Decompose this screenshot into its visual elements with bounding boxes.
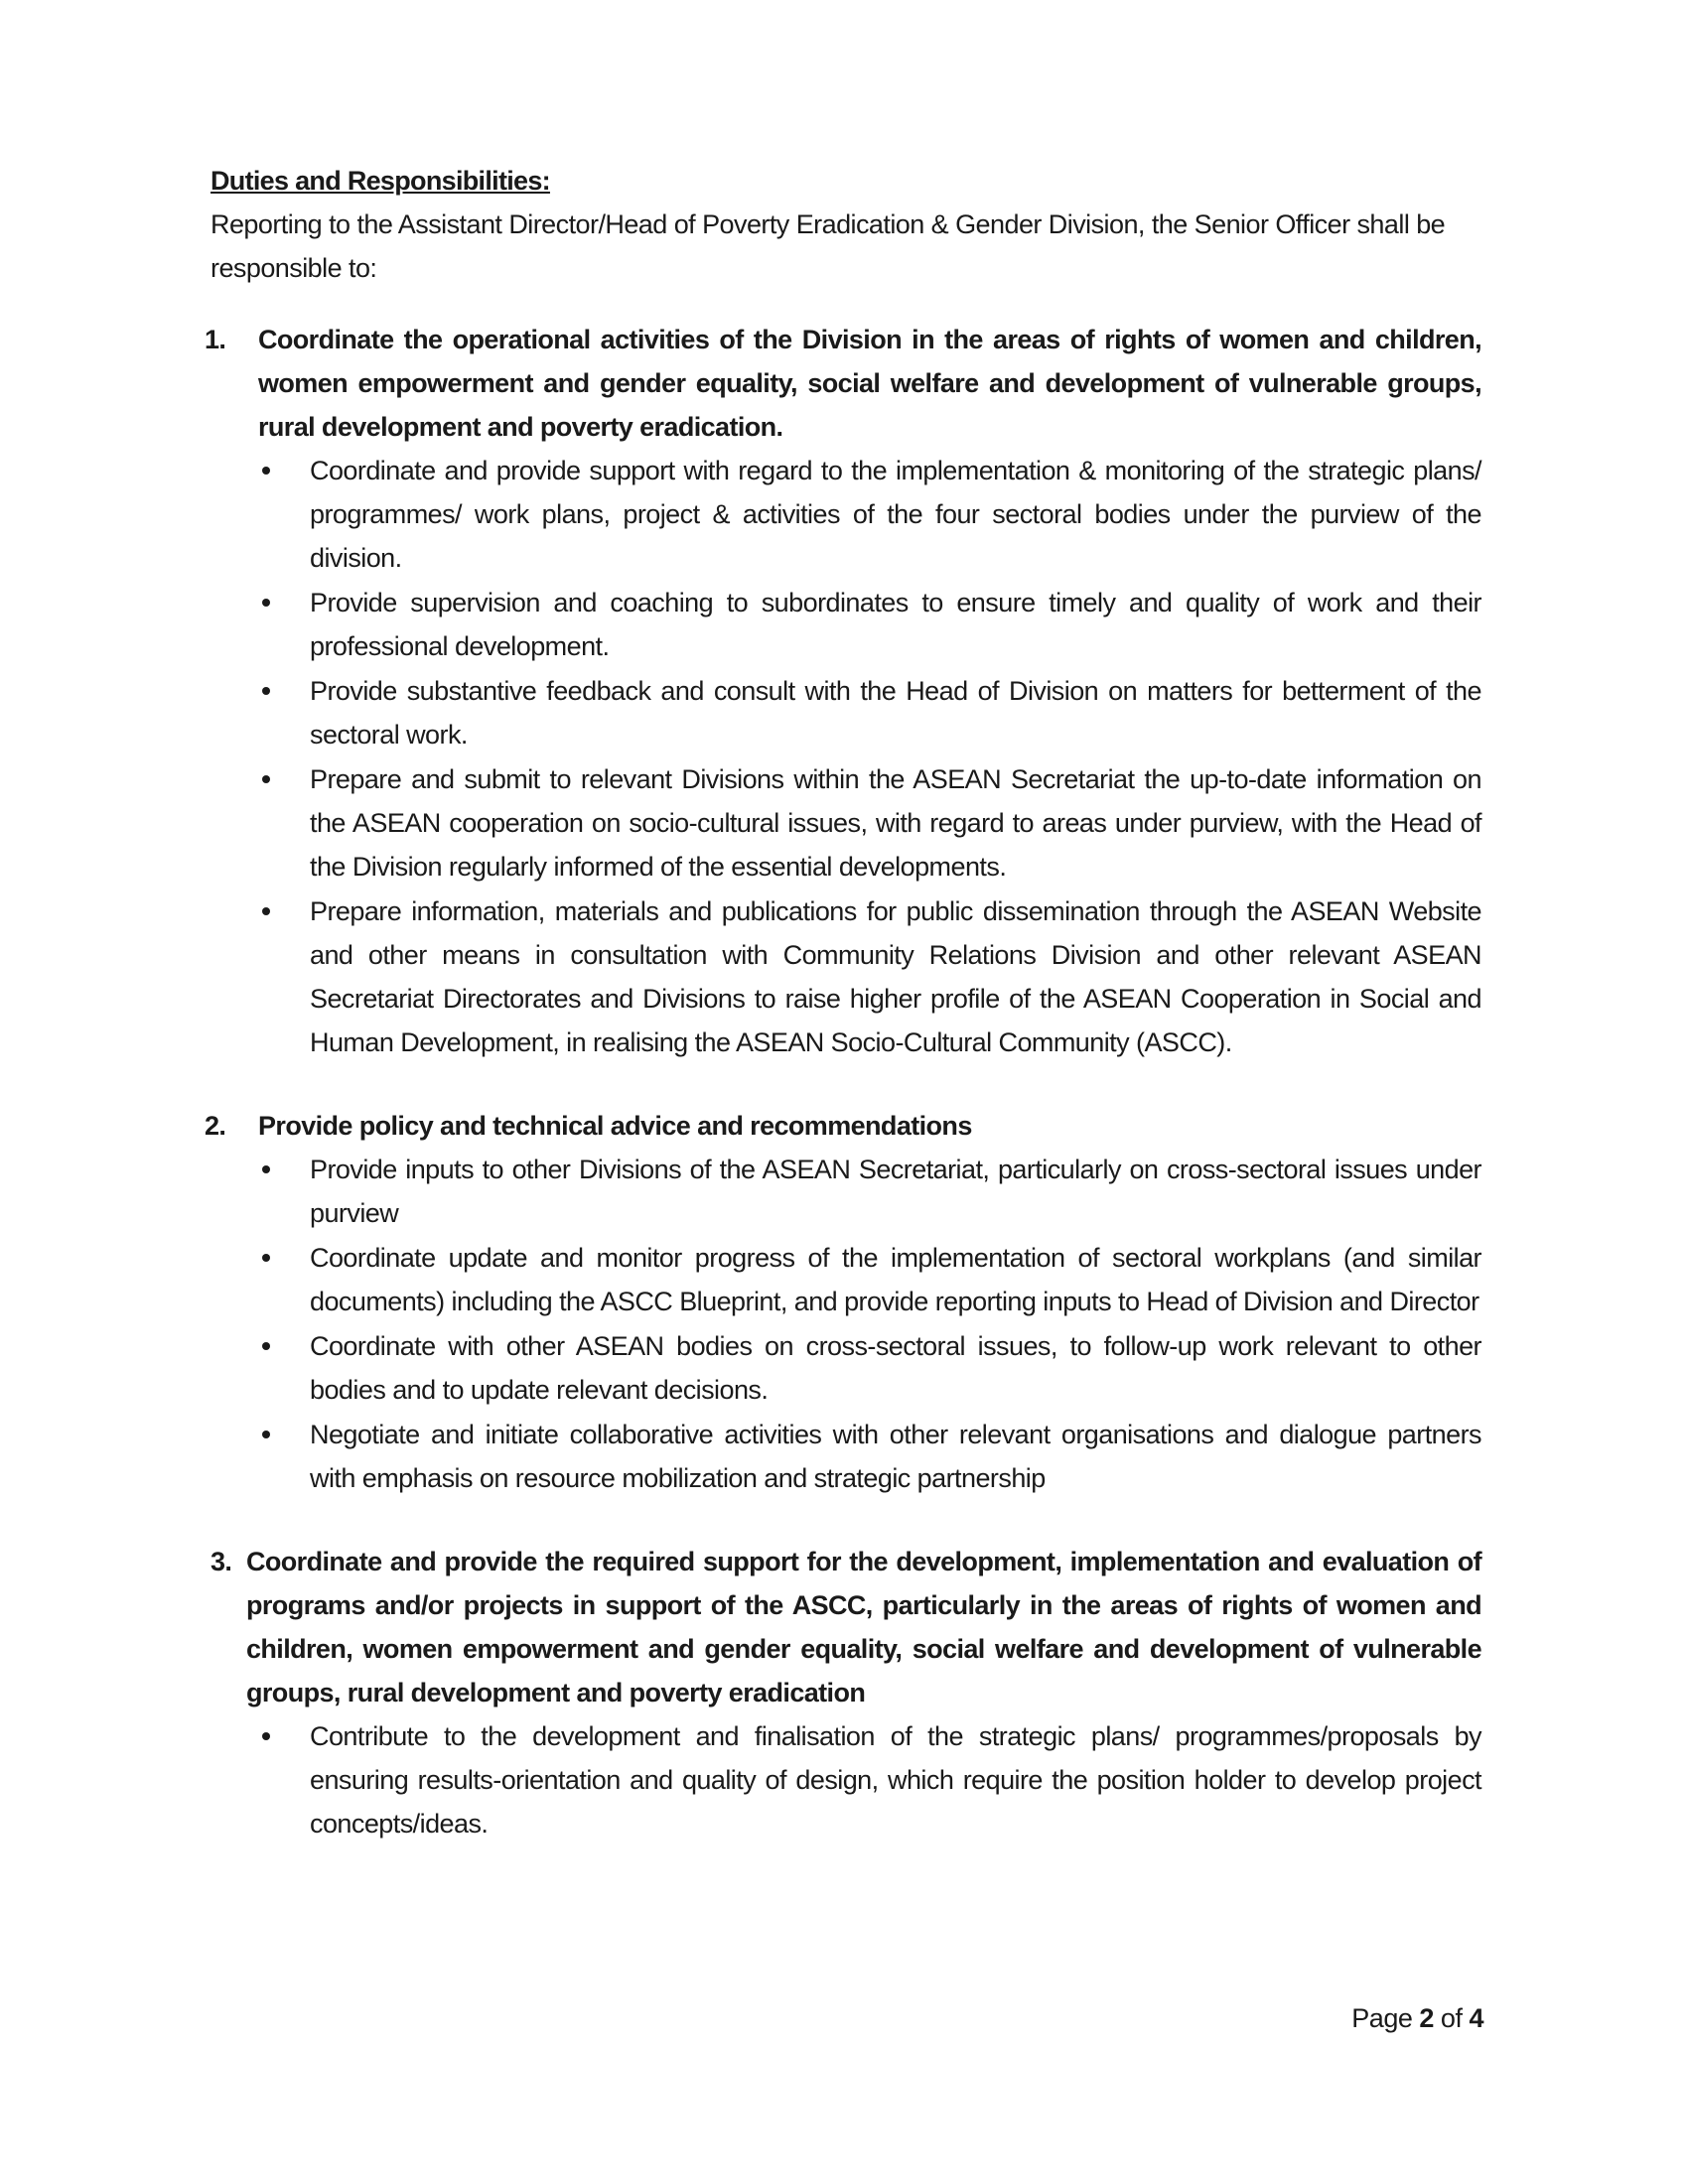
page-footer: [1351, 2003, 1483, 2034]
bullet-icon: [262, 599, 270, 607]
duty-section-title: [205, 318, 1481, 449]
bullet-item: [211, 449, 1481, 580]
bullet-list: [211, 1714, 1481, 1845]
bullet-list: [211, 449, 1481, 1064]
bullet-icon: [262, 775, 270, 783]
bullet-text: Prepare and submit to relevant Divisions within the ASEAN Secretariat the up-to-date information on the ASEAN cooperation on socio-cultural issues, with regard to areas under purview, with the Head of the Division regularly informed of the essential developments.: [310, 764, 1481, 882]
section-heading: Duties and Responsibilities:: [211, 166, 550, 196]
bullet-icon: [262, 907, 270, 915]
bullet-icon: [262, 1254, 270, 1262]
duty-section-1: [205, 318, 1481, 1064]
section-title-text: Coordinate and provide the required support for the development, implementation and evaluation of programs and/or projects in support of the ASCC, particularly in the areas of rights of women and children, women empowerment and gender equality, social welfare and development of vulnerable groups, rural development and poverty eradication: [246, 1547, 1481, 1707]
duty-section-title: [211, 1540, 1481, 1714]
bullet-text: Negotiate and initiate collaborative activities with other relevant organisations and dialogue partners with emphasis on resource mobilization and strategic partnership: [310, 1420, 1481, 1493]
of-word: of: [1440, 2003, 1463, 2033]
bullet-list: [211, 1148, 1481, 1500]
document-page: [205, 159, 1481, 1846]
bullet-icon: [262, 1732, 270, 1740]
section-number: 1.: [205, 325, 226, 354]
duty-section-3: [211, 1540, 1481, 1845]
bullet-icon: [262, 1431, 270, 1438]
bullet-icon: [262, 687, 270, 695]
section-number: 2.: [205, 1111, 226, 1141]
current-page-number: 2: [1419, 2003, 1434, 2033]
section-number: 3.: [211, 1547, 232, 1576]
bullet-text: Prepare information, materials and publications for public dissemination through the ASEAN Website and other means in consultation with Community Relations Division and other relevant ASEAN Secretariat Directorates and Divisions to raise higher profile of the ASEAN Cooperation in Social and Human Development, in realising the ASEAN Socio-Cultural Community (ASCC).: [310, 896, 1481, 1057]
bullet-icon: [262, 1342, 270, 1350]
bullet-text: Contribute to the development and finalisation of the strategic plans/ programmes/proposals by ensuring results-orientation and quality of design, which require the position holder to develop project concepts/ideas.: [310, 1721, 1481, 1839]
bullet-item: [211, 1714, 1481, 1845]
intro-paragraph: Reporting to the Assistant Director/Head of Poverty Eradication & Gender Division, the Senior Officer shall be responsible to:: [211, 209, 1446, 283]
bullet-item: [211, 581, 1481, 668]
bullet-item: [211, 1148, 1481, 1235]
bullet-icon: [262, 467, 270, 475]
bullet-text: Coordinate with other ASEAN bodies on cross-sectoral issues, to follow-up work relevant to other bodies and to update relevant decisions.: [310, 1331, 1481, 1405]
bullet-item: [211, 757, 1481, 888]
bullet-item: [211, 1236, 1481, 1323]
bullet-text: Provide substantive feedback and consult with the Head of Division on matters for betterment of the sectoral work.: [310, 676, 1481, 750]
bullet-icon: [262, 1165, 270, 1173]
bullet-text: Coordinate and provide support with regard to the implementation & monitoring of the strategic plans/ programmes/ work plans, project & activities of the four sectoral bodies under the purview of the division.: [310, 456, 1481, 573]
bullet-text: Provide supervision and coaching to subordinates to ensure timely and quality of work and their professional development.: [310, 588, 1481, 661]
bullet-item: [211, 889, 1481, 1064]
section-title-text: Provide policy and technical advice and recommendations: [258, 1111, 972, 1141]
duty-section-title: [205, 1104, 1481, 1148]
total-page-count: 4: [1469, 2003, 1483, 2033]
section-title-text: Coordinate the operational activities of the Division in the areas of rights of women and children, women empowerment and gender equality, social welfare and development of vulnerable groups, rural development and poverty eradication.: [258, 325, 1481, 442]
duty-section-2: [205, 1104, 1481, 1500]
bullet-item: [211, 669, 1481, 756]
page-word: Page: [1351, 2003, 1413, 2033]
bullet-text: Coordinate update and monitor progress of the implementation of sectoral workplans (and similar documents) including the ASCC Blueprint, and provide reporting inputs to Head of Division and Director: [310, 1243, 1481, 1316]
bullet-text: Provide inputs to other Divisions of the ASEAN Secretariat, particularly on cross-sectoral issues under purview: [310, 1155, 1481, 1228]
bullet-item: [211, 1324, 1481, 1412]
bullet-item: [211, 1413, 1481, 1500]
